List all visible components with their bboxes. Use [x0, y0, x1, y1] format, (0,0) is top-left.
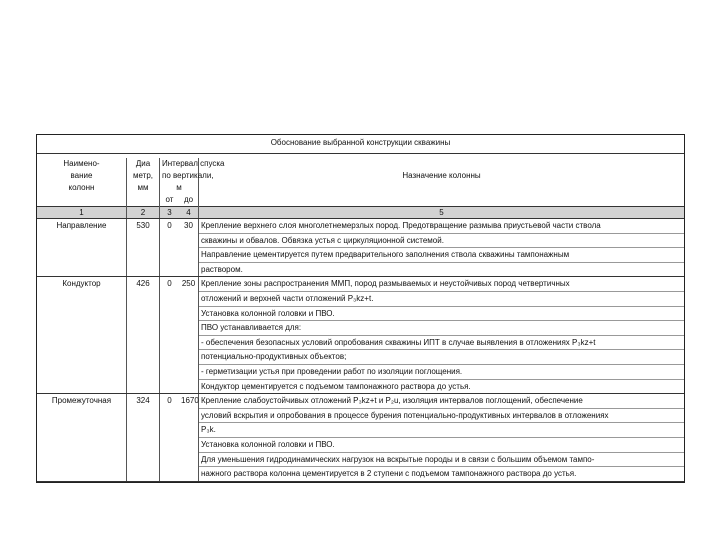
table-row	[37, 437, 684, 452]
purpose-line: отложений и верхней части отложений P₃kz+t.	[199, 291, 685, 306]
header-row	[37, 158, 684, 170]
purpose-line: нажного раствора колонна цементируется в 2 ступени с подъемом тампонажного раствора до устья.	[199, 467, 685, 482]
purpose-line: раствором.	[199, 262, 685, 277]
table-row	[37, 335, 684, 350]
purpose-line: потенциально-продуктивных объектов;	[199, 350, 685, 365]
table-row	[37, 350, 684, 365]
purpose-line: - герметизации устья при проведении работ по изоляции поглощения.	[199, 364, 685, 379]
purpose-line: Направление цементируется путем предварительного заполнения ствола скважины тампонажным	[199, 248, 685, 263]
table-row	[37, 233, 684, 248]
purpose-line: Крепление верхнего слоя многолетнемерзлых пород. Предотвращение размыва приустьевой части ствола	[199, 219, 685, 234]
column-number-row: 1 2 3 4 5	[37, 207, 684, 219]
table-row	[37, 467, 684, 482]
table-row	[37, 452, 684, 467]
header-interval: Интервал спуска	[160, 158, 199, 170]
purpose-line: P₃k.	[199, 423, 685, 438]
purpose-line: Крепление слабоустойчивых отложений P₃kz+t и P₂u, изоляция интервалов поглощений, обеспечение	[199, 394, 685, 409]
purpose-line: Установка колонной головки и ПВО.	[199, 306, 685, 321]
purpose-line: ПВО устанавливается для:	[199, 321, 685, 336]
purpose-line: скважины и обвалов. Обвязка устья с циркуляционной системой.	[199, 233, 685, 248]
interval-to-cell: 1670	[179, 394, 199, 409]
table-row	[37, 277, 684, 292]
header-diameter: Диа	[127, 158, 160, 170]
table-row	[37, 321, 684, 336]
column-name-cell: Промежуточная	[37, 394, 127, 409]
purpose-line: Для уменьшения гидродинамических нагрузок на вскрытые породы и в связи с большим объемом тампо-	[199, 452, 685, 467]
purpose-line: - обеспечения безопасных условий опробования скважины ИПТ в случае выявления в отложениях P₃kz+t	[199, 335, 685, 350]
purpose-line: Установка колонной головки и ПВО.	[199, 437, 685, 452]
diameter-cell: 426	[127, 277, 160, 292]
table-row	[37, 423, 684, 438]
interval-to-cell: 250	[179, 277, 199, 292]
interval-to-cell: 30	[179, 219, 199, 234]
table-row	[37, 408, 684, 423]
interval-from-cell: 0	[167, 221, 172, 230]
construction-table	[36, 134, 685, 483]
table-row	[37, 394, 684, 409]
header-name: Наимено-	[37, 158, 127, 170]
header-from: от	[165, 195, 174, 204]
table-row	[37, 262, 684, 277]
table-row	[37, 306, 684, 321]
interval-from-cell: 0	[167, 396, 172, 406]
table-row	[37, 248, 684, 263]
purpose-line: Крепление зоны распространения ММП, пород размываемых и неустойчивых пород четвертичных	[199, 277, 685, 292]
table-row	[37, 291, 684, 306]
column-name-cell: Направление	[37, 219, 127, 234]
table-row	[37, 379, 684, 394]
table-row	[37, 219, 684, 234]
purpose-line: Кондуктор цементируется с подъемом тампонажного раствора до устья.	[199, 379, 685, 394]
table-title: Обоснование выбранной конструкции скважины	[37, 135, 684, 154]
column-name-cell: Кондуктор	[37, 277, 127, 292]
diameter-cell: 324	[127, 394, 160, 409]
interval-from-cell: 0	[167, 279, 172, 289]
header-purpose: Назначение колонны	[402, 171, 481, 180]
data-table: Наимено- Диа Интервал спуска вание метр, по вертикали, Назначение колонны колонн мм м от до 1 2 3 4 5 Направление 530 0 30 Крепление верхнего слоя многолетнемерзлых пород. Предотвращение размыва приустьевой части ствола скважины и обвалов. Обвязка устья с циркуляционной системой. Направление цементируется путем предварительного заполнения ствола скважины тампонажным раствором. Кондуктор 426 0 250 Крепление зоны распространения ММП, пород размываемых и неустойчивых пород четвертичных отложений и верхней части отложений P₃kz+t. Установка колонной головки и ПВО. ПВО устанавливается для: - обеспечения безопасных условий опробования скважины ИПТ в случае выявления в отложениях P₃kz+t потенциально-продуктивных объектов; - герметизации устья при проведении работ по изоляции поглощения. Кондуктор цементируется с подъемом тампонажного раствора до устья. Промежуточная 324 0 1670 Крепление слабоустойчивых отложений P₃kz+t и P₂u, изоляция интервалов поглощений, обеспечение условий вскрытия и опробования в процессе бурения потенциально-продуктивных интервалов в отложениях P₃k. Установка колонной головки и ПВО. Для уменьшения гидродинамических нагрузок на вскрытые породы и в связи с большим объемом тампо- нажного раствора колонна цементируется в 2 ступени с подъемом тампонажного раствора до устья.	[37, 158, 684, 482]
header-to: до	[179, 194, 199, 207]
table-row	[37, 364, 684, 379]
purpose-line: условий вскрытия и опробования в процессе бурения потенциально-продуктивных интервалов в отложениях	[199, 408, 685, 423]
diameter-cell: 530	[127, 219, 160, 234]
